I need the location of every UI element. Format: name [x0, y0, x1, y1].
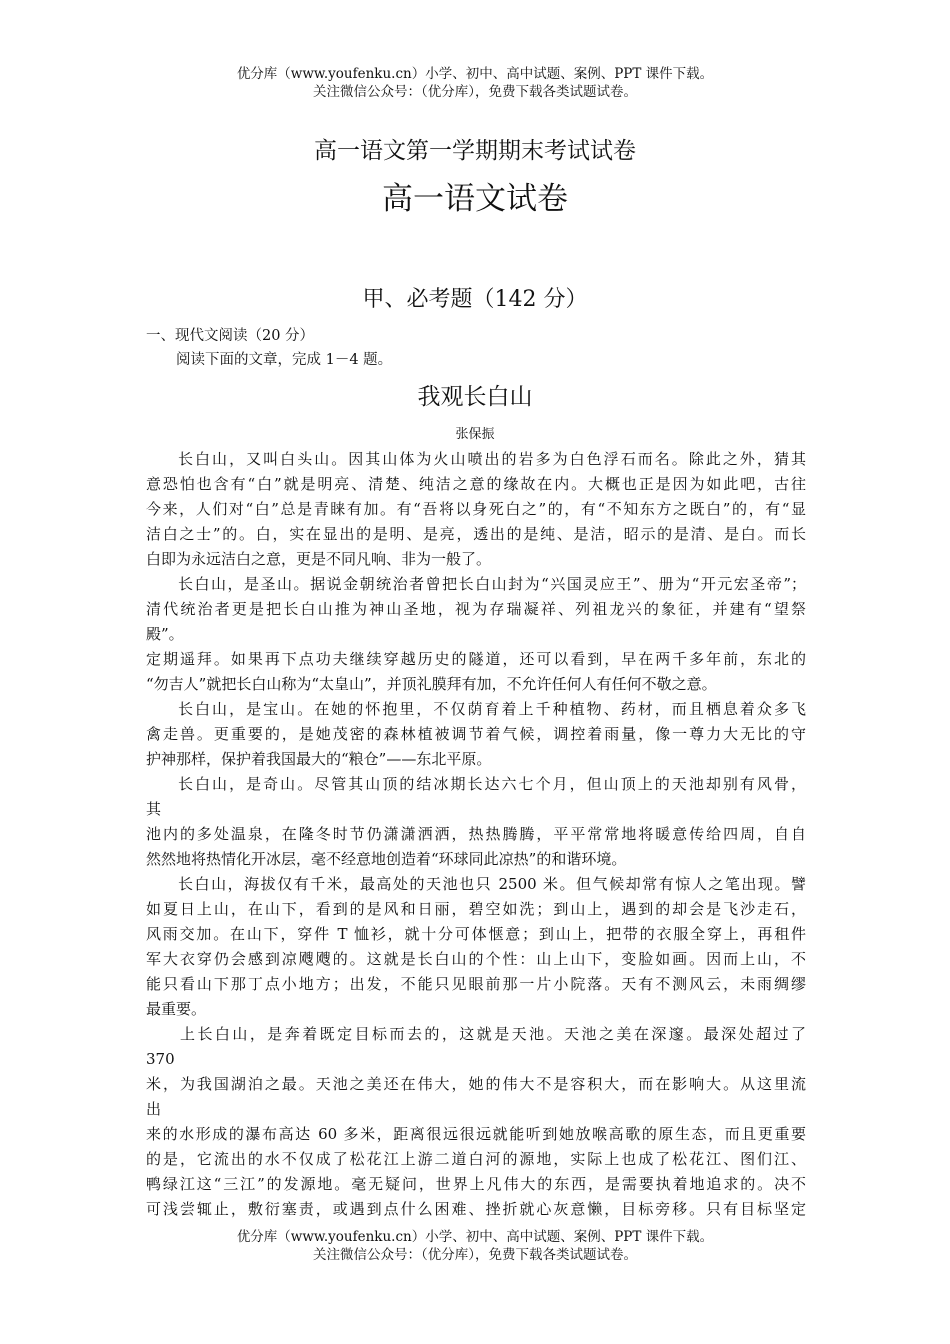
footer-wechat-line: 关注微信公众号：（优分库），免费下载各类试题试卷。 — [313, 1247, 637, 1263]
essay-line: 米，为我国湖泊之最。天池之美还在伟大，她的伟大不是容积大，而在影响大。从这里流 — [146, 1075, 806, 1093]
essay-line: 军大衣穿仍会感到凉飕飕的。这就是长白山的个性：山上山下，变脸如画。因而上山，不 — [146, 950, 806, 968]
essay-line: 370 — [146, 1050, 175, 1068]
paper-title: 高一语文试卷 — [382, 181, 568, 217]
essay-line: 长白山，是宝山。在她的怀抱里，不仅荫育着上千种植物、药材，而且栖息着众多飞 — [178, 700, 806, 718]
essay-line: 今来，人们对“白”总是青睐有加。有“吾将以身死白之”的，有“不知东方之既白”的，有“显 — [146, 500, 806, 518]
essay-line: 能只看山下那丁点小地方；出发，不能只见眼前那一片小院落。天有不测风云，未雨绸缪 — [146, 975, 806, 993]
section-title: 甲、必考题（142 分） — [362, 287, 588, 312]
exam-title: 高一语文第一学期期末考试试卷 — [314, 138, 636, 164]
header-site-line: 优分库（www.youfenku.cn）小学、初中、高中试题、案例、PPT 课件下载。 — [236, 66, 714, 82]
essay-line: 可浅尝辄止，敷衍塞责，或遇到点什么困难、挫折就心灰意懒，目标旁移。只有目标坚定 — [146, 1200, 806, 1218]
essay-line: 殿”。 — [146, 625, 184, 643]
essay-author: 张保振 — [455, 427, 495, 442]
question-heading: 一、现代文阅读（20 分） — [146, 328, 315, 344]
essay-line: 然然地将热情化开冰层，毫不经意地创造着“环球同此凉热”的和谐环境。 — [146, 850, 627, 868]
essay-line: 长白山，是圣山。据说金朝统治者曾把长白山封为“兴国灵应王”、册为“开元宏圣帝”； — [178, 575, 806, 593]
footer-site-line: 优分库（www.youfenku.cn）小学、初中、高中试题、案例、PPT 课件下载。 — [236, 1229, 714, 1245]
essay-line: 其 — [146, 800, 162, 818]
essay-line: “勿吉人”就把长白山称为“太皇山”，并顶礼膜拜有加，不允许任何人有任何不敬之意。 — [146, 675, 717, 693]
essay-line: 清代统治者更是把长白山推为神山圣地，视为存瑞凝祥、列祖龙兴的象征，并建有“望祭 — [146, 600, 806, 618]
essay-line: 长白山，又叫白头山。因其山体为火山喷出的岩多为白色浮石而名。除此之外，猜其 — [178, 450, 806, 468]
essay-line: 定期遥拜。如果再下点功夫继续穿越历史的隧道，还可以看到，早在两千多年前，东北的 — [146, 650, 806, 668]
essay-line: 长白山，海拔仅有千米，最高处的天池也只 2500 米。但气候却常有惊人之笔出现。譬 — [178, 875, 806, 893]
essay-line: 禽走兽。更重要的，是她茂密的森林植被调节着气候，调控着雨量，像一尊力大无比的守 — [146, 725, 806, 743]
essay-line: 洁白之士”的。白，实在显出的是明、是亮，透出的是纯、是洁，昭示的是清、是白。而长 — [146, 525, 806, 543]
essay-line: 护神那样，保护着我国最大的“粮仓”——东北平原。 — [146, 750, 492, 768]
essay-line: 如夏日上山，在山下，看到的是风和日丽，碧空如洗；到山上，遇到的却会是飞沙走石， — [146, 900, 806, 918]
essay-line: 长白山，是奇山。尽管其山顶的结冰期长达六七个月，但山顶上的天池却别有风骨， — [178, 775, 806, 793]
question-instruction: 阅读下面的文章，完成 1－4 题。 — [176, 352, 393, 368]
essay-line: 最重要。 — [146, 1000, 207, 1018]
header-wechat-line: 关注微信公众号：（优分库），免费下载各类试题试卷。 — [313, 84, 637, 100]
essay-line: 意恐怕也含有“白”就是明亮、清楚、纯洁之意的缘故在内。大概也正是因为如此吧，古往 — [146, 475, 806, 493]
essay-line: 的是，它流出的水不仅成了松花江上游二道白河的源地，实际上也成了松花江、图们江、 — [146, 1150, 806, 1168]
essay-line: 鸭绿江这“三江”的发源地。毫无疑问，世界上凡伟大的东西，是需要执着地追求的。决不 — [146, 1175, 806, 1193]
essay-line: 出 — [146, 1100, 162, 1118]
essay-title: 我观长白山 — [417, 384, 533, 410]
essay-line: 来的水形成的瀑布高达 60 多米，距离很远很远就能听到她放喉高歌的原生态，而且更重要 — [146, 1125, 806, 1143]
essay-line: 风雨交加。在山下，穿件 T 恤衫，就十分可体惬意；到山上，把带的衣服全穿上，再租件 — [146, 925, 806, 943]
essay-line: 白即为永远洁白之意，更是不同凡响、非为一般了。 — [146, 550, 492, 568]
essay-line: 池内的多处温泉，在隆冬时节仍潇潇洒洒，热热腾腾，平平常常地将暖意传给四周，自自 — [146, 825, 806, 843]
essay-line: 上长白山，是奔着既定目标而去的，这就是天池。天池之美在深邃。最深处超过了 — [180, 1025, 806, 1043]
